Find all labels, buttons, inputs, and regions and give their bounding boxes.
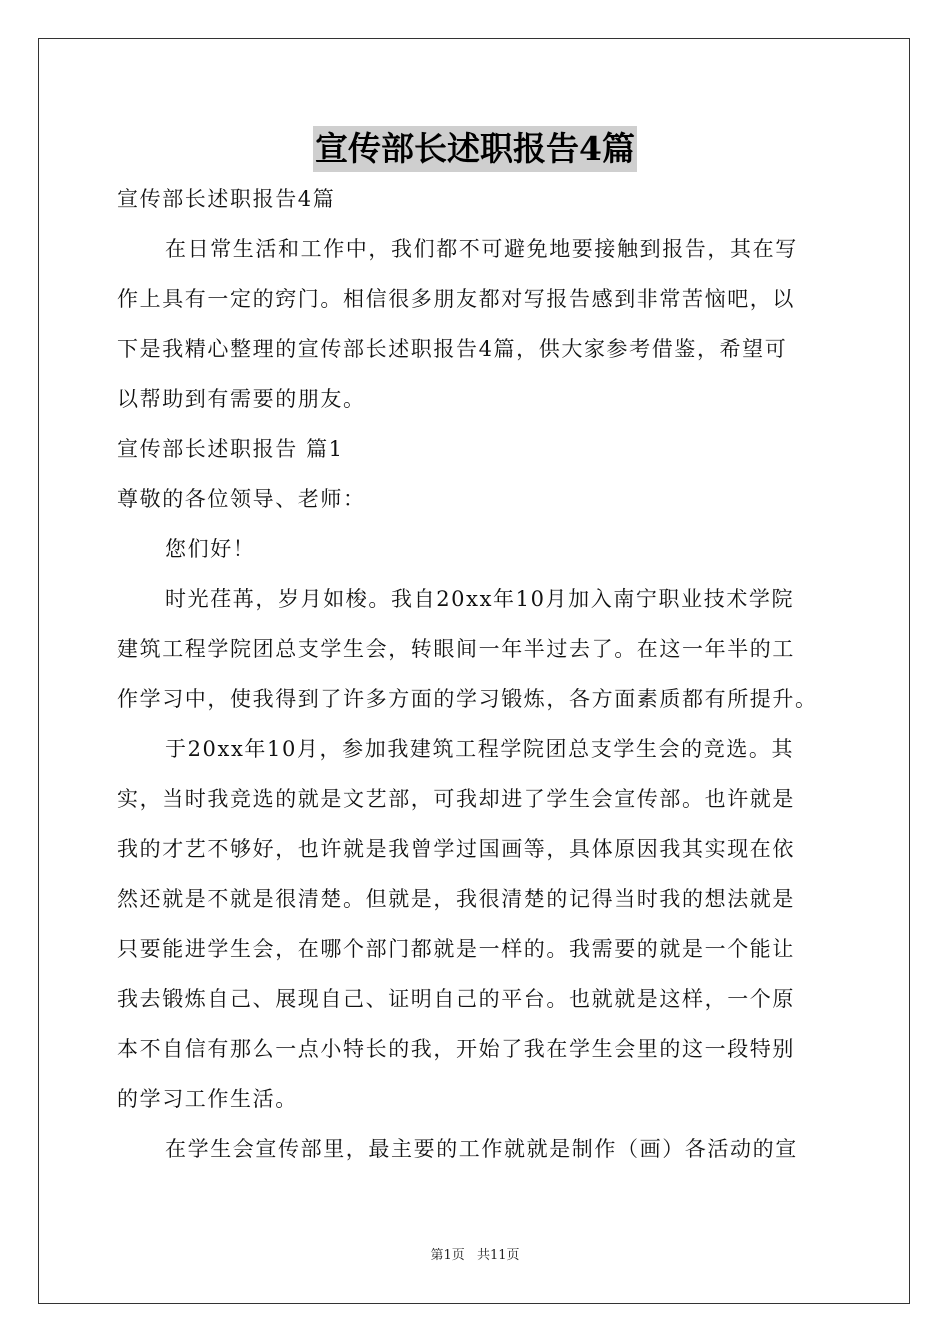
body-line: 于20xx年10月，参加我建筑工程学院团总支学生会的竞选。其	[165, 737, 795, 761]
body-line-subtitle: 宣传部长述职报告4篇	[117, 187, 336, 211]
body-line: 作上具有一定的窍门。相信很多朋友都对写报告感到非常苦恼吧，以	[117, 287, 795, 311]
salutation: 尊敬的各位领导、老师：	[117, 487, 366, 511]
body-line: 只要能进学生会，在哪个部门都就是一样的。我需要的就是一个能让	[117, 937, 795, 961]
document-body	[117, 174, 835, 1174]
title-container	[0, 126, 950, 172]
section-heading: 宣传部长述职报告 篇1	[117, 437, 344, 461]
body-line: 我去锻炼自己、展现自己、证明自己的平台。也就就是这样，一个原	[117, 987, 795, 1011]
page-total: 共11页	[476, 1248, 520, 1263]
body-line: 在学生会宣传部里，最主要的工作就就是制作（画）各活动的宣	[165, 1137, 798, 1161]
document-title: 宣传部长述职报告4篇	[313, 126, 637, 172]
body-line: 在日常生活和工作中，我们都不可避免地要接触到报告，其在写	[165, 237, 798, 261]
body-line: 本不自信有那么一点小特长的我，开始了我在学生会里的这一段特别	[117, 1037, 795, 1061]
page-number: 第1页	[430, 1248, 465, 1263]
body-line: 然还就是不就是很清楚。但就是，我很清楚的记得当时我的想法就是	[117, 887, 795, 911]
body-line: 以帮助到有需要的朋友。	[117, 387, 366, 411]
body-line: 时光荏苒，岁月如梭。我自20xx年10月加入南宁职业技术学院	[165, 587, 795, 611]
body-line: 建筑工程学院团总支学生会，转眼间一年半过去了。在这一年半的工	[117, 637, 795, 661]
body-line: 实，当时我竞选的就是文艺部，可我却进了学生会宣传部。也许就是	[117, 787, 795, 811]
greeting: 您们好！	[165, 537, 256, 561]
page-footer	[0, 1247, 950, 1265]
body-line: 我的才艺不够好，也许就是我曾学过国画等，具体原因我其实现在依	[117, 837, 795, 861]
body-line: 下是我精心整理的宣传部长述职报告4篇，供大家参考借鉴，希望可	[117, 337, 788, 361]
body-line: 的学习工作生活。	[117, 1087, 298, 1111]
body-line: 作学习中，使我得到了许多方面的学习锻炼，各方面素质都有所提升。	[117, 687, 818, 711]
